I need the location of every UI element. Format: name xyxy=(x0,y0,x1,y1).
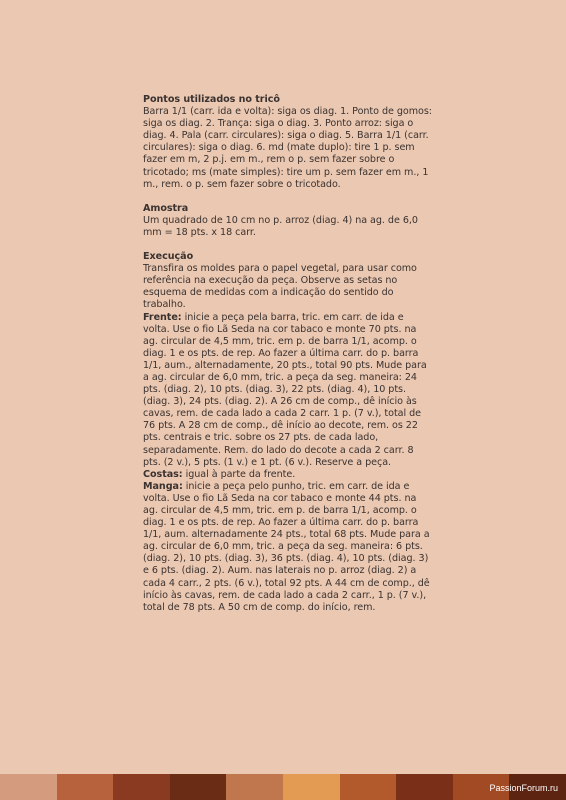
article-body xyxy=(143,94,433,614)
footer-stripe-segment xyxy=(340,774,397,800)
section-text-execucao-intro: Transfira os moldes para o papel vegetal, para usar como referência na execução da peça. Observe as setas no esquema de medidas com a indicação do sentido do trabalho. xyxy=(143,263,417,311)
text-manga: inicie a peça pelo punho, tric. em carr. de ida e volta. Use o fio Lã Seda na cor tabaco e monte 44 pts. na ag. circular de 4,5 mm, tric. em p. de barra 1/1, acomp. o diag. 1 e os pts. de rep. Ao fazer a última carr. do p. barra 1/1, aum. alternadamente 24 pts., total 68 pts. Mude para a ag. circular de 6,0 mm, tric. a peça da seg. maneira: 6 pts. (diag. 2), 10 pts. (diag. 3), 36 pts. (diag. 4), 10 pts. (diag. 3) e 6 pts. (diag. 2). Aum. nas laterais no p. arroz (diag. 2) a cada 4 carr., 2 pts. (6 v.), total 92 pts. A 44 cm de comp., dê início às cavas, rem. de cada lado a cada 2 carr., 1 p. (7 v.), total de 78 pts. A 50 cm de comp. do início, rem. xyxy=(143,480,430,613)
section-amostra xyxy=(143,203,433,239)
footer-stripe-segment xyxy=(113,774,170,800)
label-manga: Manga: xyxy=(143,480,183,492)
footer-stripe-segment xyxy=(283,774,340,800)
label-frente: Frente: xyxy=(143,311,182,323)
section-execucao xyxy=(143,251,433,614)
footer-stripe-segment xyxy=(226,774,283,800)
text-costas: igual à parte da frente. xyxy=(182,468,296,480)
footer-stripe-segment xyxy=(0,774,57,800)
footer-stripe-segment xyxy=(170,774,227,800)
footer-color-stripe xyxy=(0,774,566,800)
watermark-text: PassionForum.ru xyxy=(489,783,558,793)
section-title-pontos: Pontos utilizados no tricô xyxy=(143,94,280,105)
paragraph-frente xyxy=(143,312,433,469)
section-text-pontos: Barra 1/1 (carr. ida e volta): siga os diag. 1. Ponto de gomos: siga os diag. 2. Trança: siga o diag. 3. Ponto arroz: siga o diag. 4. Pala (carr. circulares): siga o diag. 5. Barra 1/1 (carr. circulares): siga o diag. 6. md (mate duplo): tire 1 p. sem fazer em m, 2 p.j. em m., rem o p. sem fazer sobre o tricotado; ms (mate simples): tire um p. sem fazer em m., 1 m., rem. o p. sem fazer sobre o tricotado. xyxy=(143,106,432,190)
paragraph-manga xyxy=(143,481,433,614)
section-text-amostra: Um quadrado de 10 cm no p. arroz (diag. 4) na ag. de 6,0 mm = 18 pts. x 18 carr. xyxy=(143,214,418,238)
footer-stripe-segment xyxy=(396,774,453,800)
section-pontos xyxy=(143,94,433,191)
section-title-execucao: Execução xyxy=(143,251,194,263)
paragraph-costas xyxy=(143,469,433,481)
label-costas: Costas: xyxy=(143,468,183,480)
footer-stripe-segment xyxy=(57,774,114,800)
text-frente: inicie a peça pela barra, tric. em carr. de ida e volta. Use o fio Lã Seda na cor tabaco e monte 70 pts. na ag. circular de 4,5 mm, tric. em p. de barra 1/1, acomp. o diag. 1 e os pts. de rep. Ao fazer a última carr. do p. barra 1/1, aum., alternadamente, 20 pts., total 90 pts. Mude para a ag. circular de 6,0 mm, tric. a peça da seg. maneira: 24 pts. (diag. 2), 10 pts. (diag. 3), 22 pts. (diag. 4), 10 pts. (diag. 3), 24 pts. (diag. 2). A 26 cm de comp., dê início às cavas, rem. de cada lado a cada 2 carr. 1 p. (7 v.), total de 76 pts. A 28 cm de comp., dê início ao decote, rem. os 22 pts. centrais e tric. sobre os 27 pts. de cada lado, separadamente. Rem. do lado do decote a cada 2 carr. 8 pts. (2 v.), 5 pts. (1 v.) e 1 pt. (6 v.). Reserve a peça. xyxy=(143,311,427,468)
section-title-amostra: Amostra xyxy=(143,202,189,214)
